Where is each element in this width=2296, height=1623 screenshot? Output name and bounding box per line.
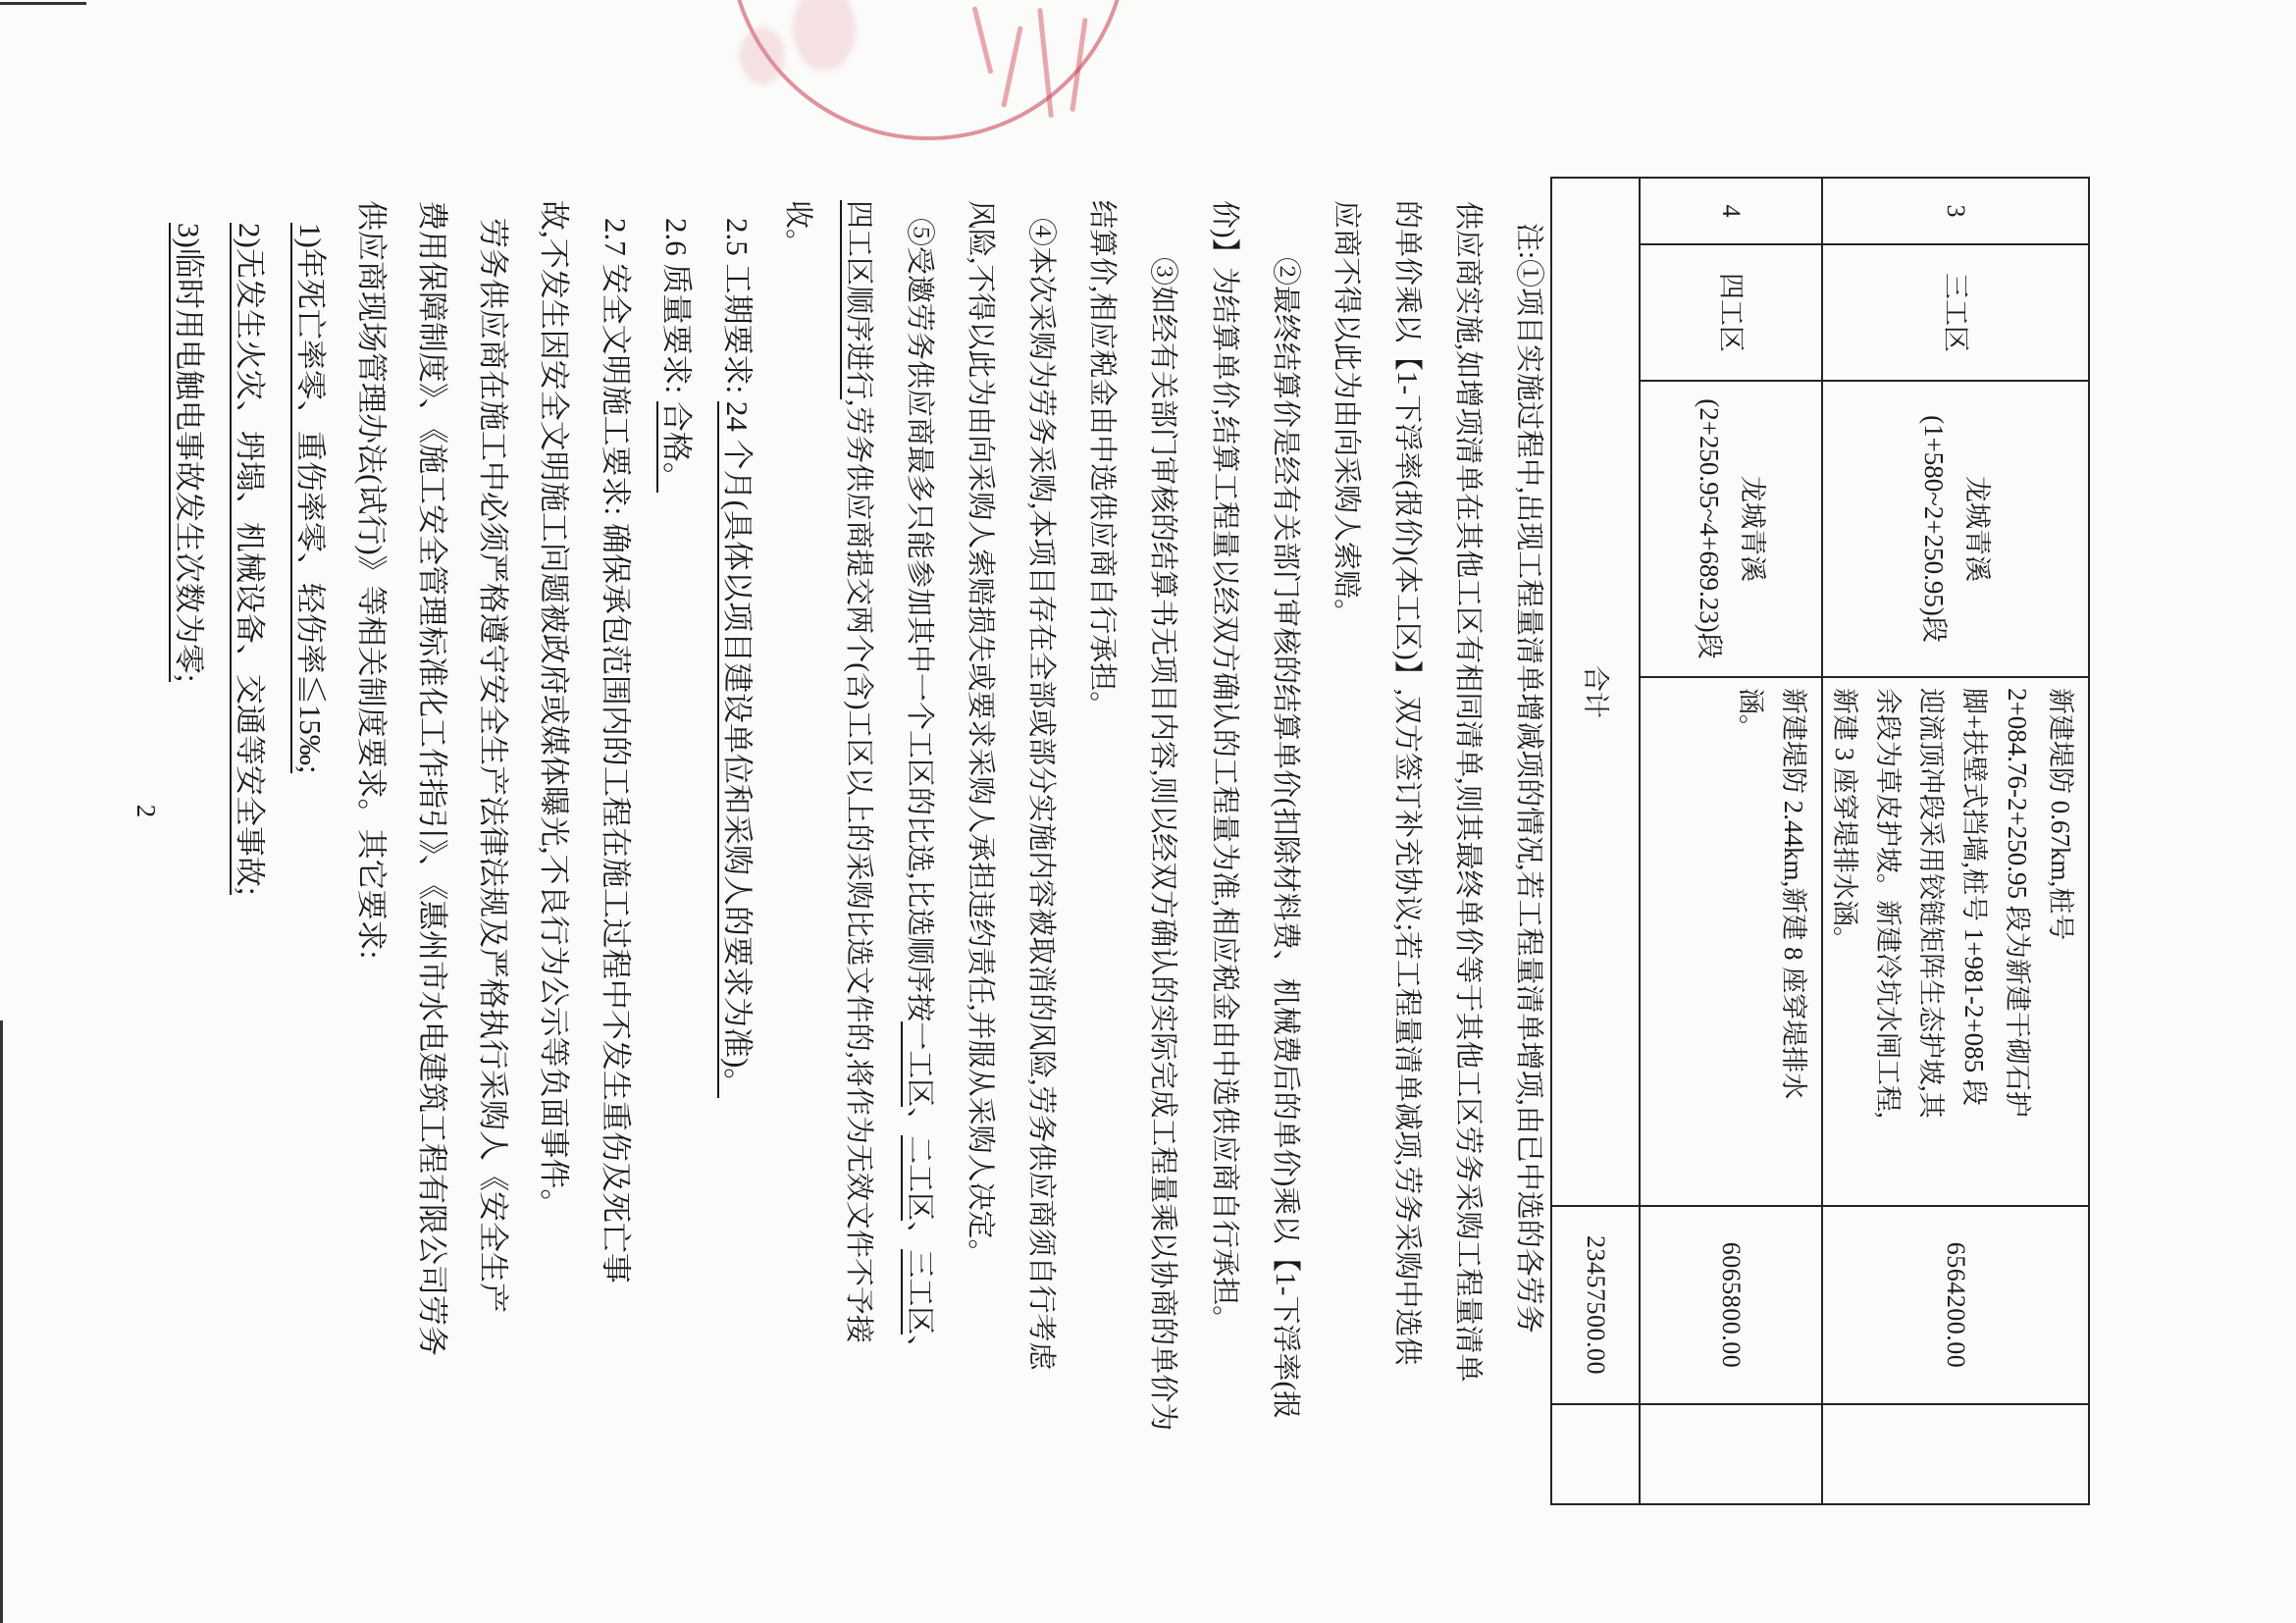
table-row — [1822, 178, 2089, 1504]
text-line: 风险,不得以此为由向采购人索赔损失或要求采购人承担违约责任,并服从采购人决定。 — [965, 200, 997, 1268]
total-row — [1551, 178, 1640, 1504]
text-line: 注:①项目实施过程中,出现工程量清单增减项的情况,若工程量清单增项,由已中选的各劳务 — [1513, 223, 1544, 1334]
text-line: ②最终结算价是经有关部门审核的结算单价(扣除材料费、机械费后的单价)乘以【1-下浮率(报 — [1269, 257, 1301, 1420]
text-line: 2.7 安全文明施工要求: 确保承包范围内的工程在施工过程中不发生重伤及死亡事 — [598, 218, 633, 1283]
page-number: 2 — [131, 804, 161, 819]
works-cell: 新建堤防 2.44km,新建 8 座穿堤排水 涵。 — [1640, 677, 1822, 1206]
text-line: 收。 — [781, 200, 813, 258]
total-label-cell: 合计 — [1551, 178, 1640, 1206]
text-line: 劳务供应商在施工中必须严格遵守安全生产法律法规及严格执行采购人《安全生产 — [476, 218, 511, 1313]
works-table — [1550, 177, 2090, 1505]
stamp-smudge — [740, 27, 785, 84]
text-line: ④本次采购为劳务采购,本项目存在全部或部分实施内容被取消的风险,劳务供应商须自行考虑 — [1025, 218, 1058, 1371]
amount-cell: 6564200.00 — [1822, 1206, 2089, 1404]
zone-cell: 四工区 — [1640, 244, 1822, 381]
text-line: 3)临时用电触电事故发生次数为零; — [158, 200, 219, 1439]
amount-cell: 6065800.00 — [1640, 1206, 1822, 1404]
text-line: 故,不发生因安全文明施工问题被政府或媒体曝光,不良行为公示等负面事件。 — [537, 200, 572, 1220]
text-line: 结算价,相应税金由中选供应商自行承担。 — [1086, 200, 1119, 720]
zone-cell: 三工区 — [1822, 244, 2089, 381]
section-cell: 龙城青溪 (1+580~2+250.95)段 — [1822, 381, 2089, 677]
text-line: 应商不得以此为由向采购人索赔。 — [1330, 200, 1362, 628]
text-line: 供应商实施,如增项清单在其他工区有相同清单,则其最终单价等于其他工区劳务采购工程量清单 — [1451, 201, 1484, 1383]
text-line: 费用保障制度》、《施工安全管理标准化工作指引》、《惠州市水电建筑工程有限公司劳务 — [415, 200, 450, 1356]
text-line: 的单价乘以【1-下浮率(报价)(本工区)】,双方签订补充协议;若工程量清单减项,劳务采购中选供 — [1390, 200, 1423, 1366]
text-line: ③如经有关部门审核的结算书无项目内容,则以经双方确认的实际完成工程量乘以协商的单价为 — [1147, 257, 1179, 1432]
text-line: 2)无发生火灾、坍塌、机械设备、交通等安全事故; — [219, 200, 280, 1439]
scan-artifact-left-line — [0, 1021, 3, 1623]
text-line: 2.5 工期要求: 24 个月(具体以项目建设单位和采购人的要求为准)。 — [706, 200, 767, 1439]
text-line: 价)】为结算单价,结算工程量以经双方确认的工程量为准,相应税金由中选供应商自行承担。 — [1208, 200, 1240, 1335]
works-cell: 新建堤防 0.67km,桩号 2+084.76-2+250.95 段为新建干砌石护 脚+扶壁式挡墙,桩号 1+981-2+085 段 迎流顶冲段采用铰链矩阵生态护坡,其 余段为草皮护坡。新建冷坑水闸工程, 新建 3 座穿堤排水涵。 — [1822, 677, 2089, 1206]
remarks-cell — [1822, 1404, 2089, 1504]
scan-artifact-top-dash — [0, 2, 86, 5]
notes-block — [158, 200, 1559, 1439]
table-row — [1640, 178, 1822, 1504]
text-line: 四工区顺序进行,劳务供应商提交两个(含)工区以上的采购比选文件的,将作为无效文件不予接 — [828, 200, 889, 1439]
section-cell: 龙城青溪 (2+250.95~4+689.23)段 — [1640, 381, 1822, 677]
remarks-cell — [1551, 1404, 1640, 1504]
text-line: 1)年死亡率零、重伤率零、轻伤率≦15‰; — [280, 200, 340, 1439]
serial-cell: 3 — [1822, 178, 2089, 244]
remarks-cell — [1640, 1404, 1822, 1504]
text-line: 供应商现场管理办法(试行)》等相关制度要求。其它要求: — [354, 200, 390, 960]
text-line: 2.6 质量要求: 合格。 — [646, 200, 706, 1439]
text-line: ⑤受邀劳务供应商最多只能参加其中一个工区的比选,比选顺序按一工区、二工区、三工区、 — [889, 200, 950, 1439]
stamp-ring-icon — [728, 0, 1128, 140]
total-amount-cell: 23457500.00 — [1551, 1206, 1640, 1404]
serial-cell: 4 — [1640, 178, 1822, 244]
